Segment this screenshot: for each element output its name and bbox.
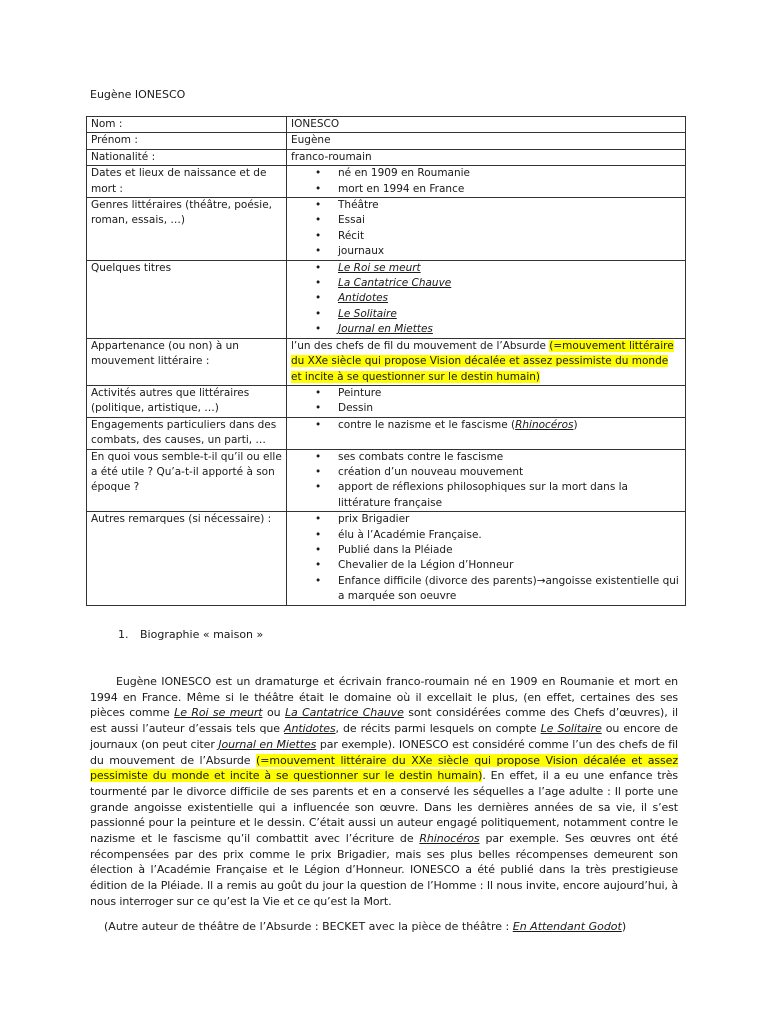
label-titres: Quelques titres — [87, 260, 287, 338]
list-item: • Théâtre — [338, 198, 682, 213]
label-nationalite: Nationalité : — [87, 149, 287, 165]
bio-text: Eugène IONESCO est un dramaturge et écrivain franco-roumain né en 1909 en Roumanie et mort en 1994 en France. Même si le théâtre était le domaine où il excellait le plus, (en effet, certaines des ses pièces comme — [90, 675, 678, 720]
list-item: • apport de réflexions philosophiques sur la mort dans la littérature française — [338, 480, 682, 511]
label-activites: Activités autres que littéraires (politique, artistique, …) — [87, 385, 287, 417]
bio-text: sont considérées comme des Chefs d’œuvres), il est aussi l’auteur d’essais tels que — [90, 706, 679, 736]
title-rhinoceros: Rhinocéros — [515, 418, 574, 431]
list-item — [338, 276, 682, 291]
engagements-list — [291, 418, 682, 433]
title-cantatrice-chauve: La Cantatrice Chauve — [338, 277, 452, 290]
label-remarques: Autres remarques (si nécessaire) : — [87, 512, 287, 605]
row-utile — [87, 449, 686, 512]
list-item: • Chevalier de la Légion d’Honneur — [338, 558, 682, 573]
note-close: ) — [621, 920, 627, 933]
title-antidotes: Antidotes — [338, 292, 389, 305]
bio-text: ou — [262, 706, 285, 720]
row-nationalite — [87, 149, 686, 165]
appartenance-text: l’un des chefs de fil du mouvement de l’Absurde — [291, 339, 550, 352]
list-item: • Publié dans la Pléiade — [338, 543, 682, 558]
value-nationalite: franco-roumain — [287, 149, 686, 165]
row-prenom — [87, 133, 686, 149]
bio-text: . En effet, il a eu une enfance très tourmenté par le divorce difficile de ses parents et en a conservé les séquelles a l’age adulte : Il porte une grande angoisse existentielle qui a influencée son œuvre. Dans les dernières années de sa vie, il s’est passionné pour la peinture et le dessin. C’était aussi un auteur engagé politiquement, notamment contre le nazisme et le fascisme qu’il combattit avec l’écriture de — [90, 769, 678, 846]
bio-text: , de récits parmi lesquels on compte — [335, 722, 541, 736]
label-genres: Genres littéraires (théâtre, poésie, roman, essais, …) — [87, 198, 287, 261]
appartenance-highlight: (=mouvement littéraire du XXe siècle qui propose Vision décalée et assez pessimiste du monde et incite à se questionner sur le destin humain) — [291, 339, 674, 383]
row-activites — [87, 385, 686, 417]
list-item: • ses combats contre le fascisme — [338, 450, 682, 465]
list-item — [338, 322, 682, 337]
bio-highlight: (=mouvement littéraire du XXe siècle qui propose Vision décalée et assez pessimiste du monde et incite à se questionner sur le destin humain) — [90, 753, 678, 783]
row-nom — [87, 117, 686, 133]
note-text: (Autre auteur de théâtre de l’Absurde : BECKET avec la pièce de théâtre : — [104, 920, 513, 933]
arrow-icon: → — [536, 574, 546, 587]
title-journal-en-miettes: Journal en Miettes — [338, 323, 433, 336]
title-en-attendant-godot: En Attendant Godot — [512, 920, 622, 933]
title-rhinoceros: Rhinocéros — [419, 832, 480, 846]
list-item: • création d’un nouveau mouvement — [338, 465, 682, 480]
title-roi-se-meurt: Le Roi se meurt — [174, 706, 263, 720]
value-prenom: Eugène — [287, 133, 686, 149]
enfance-text: Enfance difficile (divorce des parents) — [338, 574, 537, 587]
remarques-list — [291, 512, 682, 604]
list-item: • Récit — [338, 229, 682, 244]
list-item: • prix Brigadier — [338, 512, 682, 527]
title-le-solitaire: Le Solitaire — [338, 307, 397, 320]
section-number: 1. — [118, 628, 129, 641]
title-journal-en-miettes: Journal en Miettes — [218, 737, 317, 751]
titres-list — [291, 261, 682, 338]
utile-list — [291, 450, 682, 512]
dates-list — [291, 166, 682, 197]
biography-paragraph — [90, 674, 678, 910]
document-title: Eugène IONESCO — [90, 88, 186, 101]
title-cantatrice-chauve: La Cantatrice Chauve — [284, 706, 404, 720]
list-item — [338, 574, 682, 605]
value-nom: IONESCO — [287, 117, 686, 133]
row-remarques — [87, 512, 686, 605]
info-table — [86, 116, 686, 606]
row-engagements — [87, 417, 686, 449]
row-titres — [87, 260, 686, 338]
title-antidotes: Antidotes — [284, 722, 336, 736]
value-appartenance — [287, 338, 686, 385]
engagement-text: contre le nazisme et le fascisme ( — [338, 418, 516, 431]
label-utile: En quoi vous semble-t-il qu’il ou elle a été utile ? Qu’a-t-il apporté à son époque ? — [87, 449, 287, 512]
title-roi-se-meurt: Le Roi se meurt — [338, 261, 421, 274]
list-item: • né en 1909 en Roumanie — [338, 166, 682, 181]
label-appartenance: Appartenance (ou non) à un mouvement littéraire : — [87, 338, 287, 385]
list-item: • Essai — [338, 213, 682, 228]
engagement-close: ) — [573, 418, 578, 431]
row-dates — [87, 166, 686, 198]
bio-text: par exemple). IONESCO est considéré comme l’un des chefs de fil du mouvement de l’Absurde — [90, 737, 678, 767]
list-item: • Dessin — [338, 401, 682, 416]
bio-text: ou encore de journaux (on peut citer — [90, 722, 678, 751]
activites-list — [291, 386, 682, 417]
list-item: • Peinture — [338, 386, 682, 401]
genres-list — [291, 198, 682, 260]
closing-note — [104, 920, 626, 933]
row-genres — [87, 198, 686, 261]
bio-text: par exemple. Ses œuvres ont été récompensées par des prix comme le prix Brigadier, mais ses plus belles récompenses demeurent son élection à l’Académie Française et le Légion d’Honneur. IONESCO a été publié dans la très prestigieuse édition de la Pléiade. Il a remis au goût du jour la question de l’Homme : Il nous invite, encore aujourd’hui, à nous interroger sur ce qu’est la Vie et ce qu’est la Mort. — [90, 832, 678, 908]
row-appartenance — [87, 338, 686, 385]
enfance-consequence: angoisse existentielle qui a marquée son oeuvre — [338, 574, 679, 603]
list-item — [338, 418, 682, 433]
list-item — [338, 307, 682, 322]
list-item — [338, 261, 682, 276]
label-prenom: Prénom : — [87, 133, 287, 149]
section-title: Biographie « maison » — [140, 628, 264, 641]
title-le-solitaire: Le Solitaire — [540, 722, 602, 736]
list-item — [338, 291, 682, 306]
list-item: • élu à l’Académie Française. — [338, 528, 682, 543]
section-heading — [118, 628, 263, 641]
list-item: • journaux — [338, 244, 682, 259]
label-dates: Dates et lieux de naissance et de mort : — [87, 166, 287, 198]
label-engagements: Engagements particuliers dans des combats, des causes, un parti, … — [87, 417, 287, 449]
list-item: • mort en 1994 en France — [338, 182, 682, 197]
label-nom: Nom : — [87, 117, 287, 133]
